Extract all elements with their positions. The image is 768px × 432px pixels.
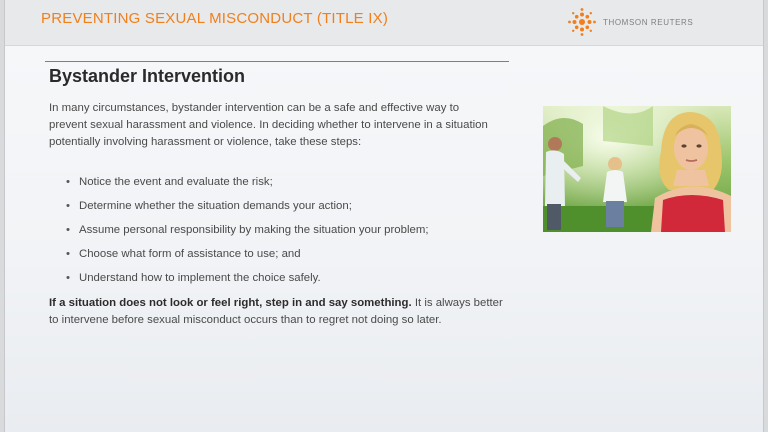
closing-paragraph xyxy=(49,295,509,329)
step-text: Understand how to implement the choice safely. xyxy=(79,272,321,284)
bullet-icon: • xyxy=(66,200,70,212)
bullet-icon: • xyxy=(66,224,70,236)
steps-list xyxy=(66,170,428,290)
bullet-icon: • xyxy=(66,248,70,260)
list-item xyxy=(66,266,428,290)
step-text: Choose what form of assistance to use; and xyxy=(79,248,301,260)
thomson-reuters-logo-icon xyxy=(567,7,597,37)
bullet-icon: • xyxy=(66,272,70,284)
list-item xyxy=(66,194,428,218)
brand xyxy=(567,7,693,37)
list-item xyxy=(66,170,428,194)
title-divider xyxy=(45,61,509,62)
bullet-icon: • xyxy=(66,176,70,188)
intro-paragraph: In many circumstances, bystander intervention can be a safe and effective way to prevent sexual harassment and violence. In deciding whether to intervene in a situation potentially involving harassment or violence, take these steps: xyxy=(49,102,488,148)
list-item xyxy=(66,242,428,266)
closing-text: It is always better to intervene before sexual misconduct occurs than to regret not doing so later. xyxy=(49,297,503,326)
closing-emphasis: If a situation does not look or feel right, step in and say something. xyxy=(49,297,412,309)
slide-frame xyxy=(4,0,764,432)
step-text: Notice the event and evaluate the risk; xyxy=(79,176,273,188)
brand-name: THOMSON REUTERS xyxy=(603,17,694,27)
slide-title: Bystander Intervention xyxy=(49,66,246,86)
scenario-photo xyxy=(543,106,731,232)
course-title: PREVENTING SEXUAL MISCONDUCT (TITLE IX) xyxy=(41,10,389,27)
course-header xyxy=(5,0,763,46)
step-text: Assume personal responsibility by making the situation your problem; xyxy=(79,224,429,236)
scenario-photo-image xyxy=(543,106,731,232)
step-text: Determine whether the situation demands your action; xyxy=(79,200,352,212)
list-item xyxy=(66,218,428,242)
